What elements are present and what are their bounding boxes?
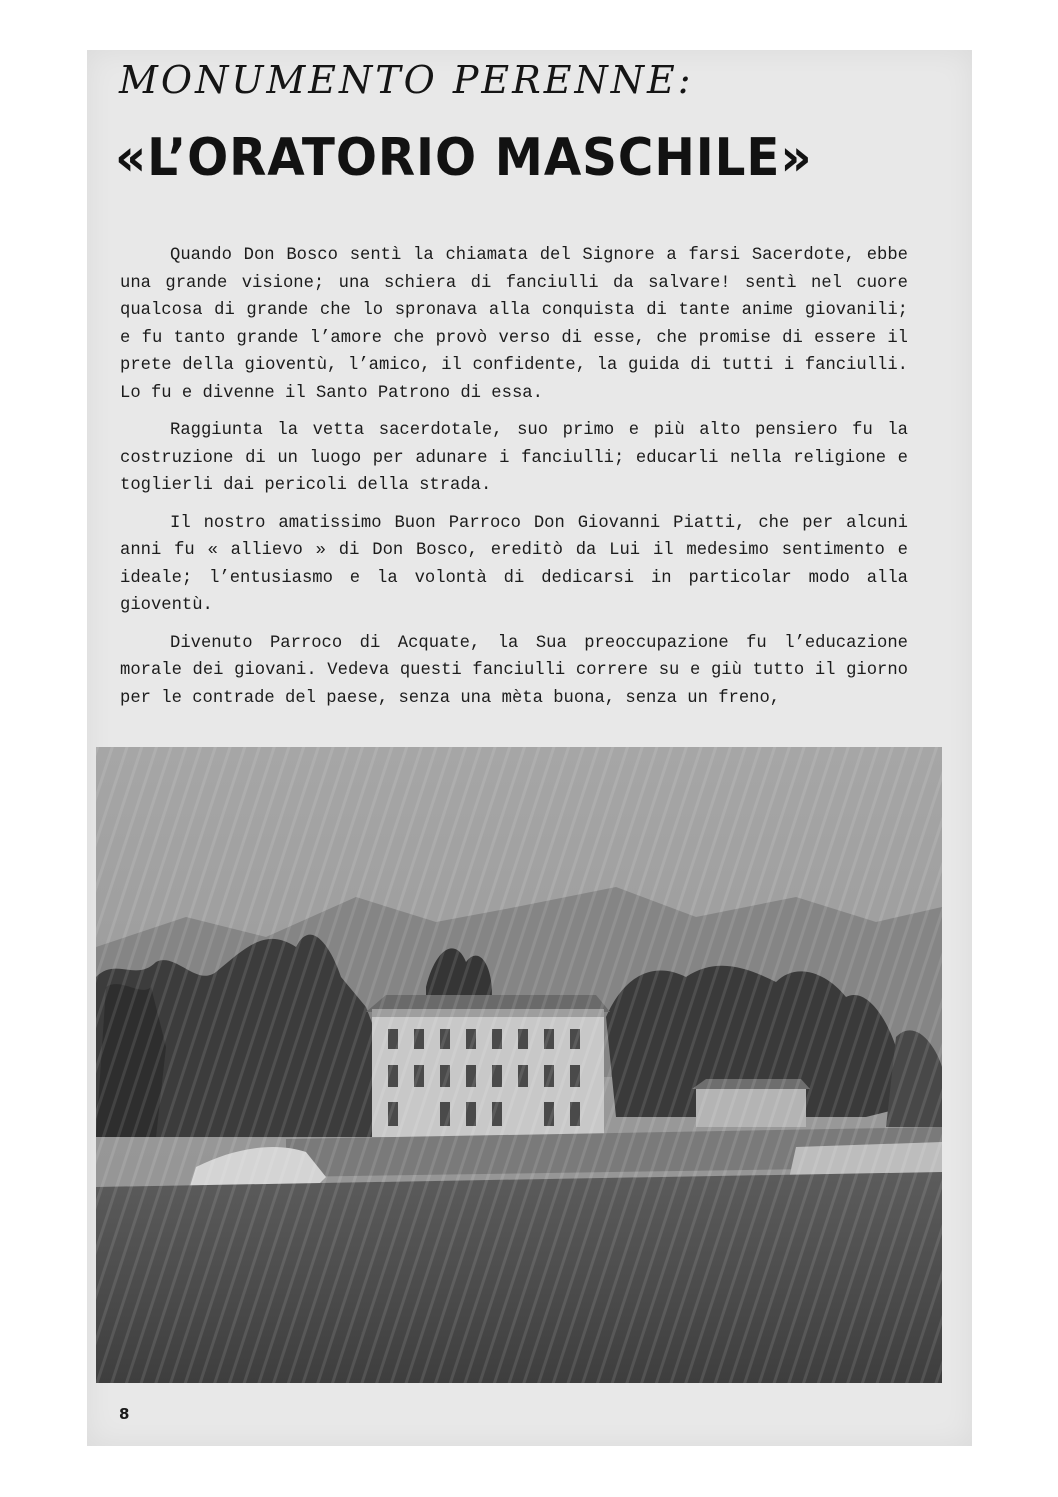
- paragraph-2: Raggiunta la vetta sacerdotale, suo primo e più alto pensiero fu la costruzione di un luogo per adunare i fanciulli; educarli nella religione e toglierli dai pericoli della strada.: [120, 421, 908, 495]
- villa-with-trees-photo: [96, 747, 942, 1383]
- paragraph-4: Divenuto Parroco di Acquate, la Sua preoccupazione fu l’educazione morale dei giovani. Vedeva questi fanciulli correre su e giù tutto il giorno per le contrade del paese, senza una mèta buona, senza un freno,: [120, 633, 908, 708]
- article-title: «L’ORATORIO MASCHILE»: [115, 128, 813, 188]
- page-number: 8: [119, 1405, 130, 1423]
- paragraph-1: Quando Don Bosco sentì la chiamata del Signore a farsi Sacerdote, ebbe una grande visione; una schiera di fanciulli da salvare! sentì nel cuore qualcosa di grande che lo spronava alla conquista di tante anime giovanili; e fu tanto grande l’amore che provò verso di esse, che promise di essere il prete della gioventù, l’amico, il confidente, la guida di tutti i fanciulli. Lo fu e divenne il Santo Patrono di essa.: [120, 246, 908, 403]
- article-body: [120, 242, 908, 722]
- article-kicker: MONUMENTO PERENNE:: [119, 58, 694, 102]
- magazine-page: [87, 50, 972, 1446]
- paragraph-3: Il nostro amatissimo Buon Parroco Don Giovanni Piatti, che per alcuni anni fu « allievo » di Don Bosco, ereditò da Lui il medesimo sentimento e ideale; l’entusiasmo e la volontà di dedicarsi in particolar modo alla gioventù.: [120, 513, 908, 615]
